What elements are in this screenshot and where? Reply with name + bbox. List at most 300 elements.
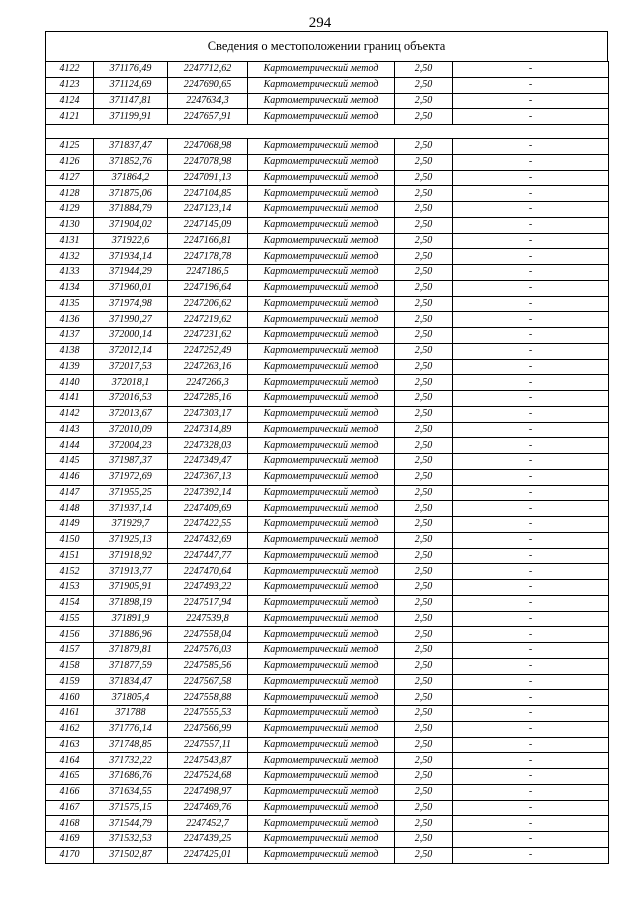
accuracy-cell: 2,50	[395, 784, 453, 800]
point-number-cell: 4152	[46, 564, 94, 580]
method-cell: Картометрический метод	[248, 406, 395, 422]
description-cell: -	[453, 422, 609, 438]
table-row	[46, 186, 609, 202]
x-coordinate-cell: 371776,14	[94, 721, 168, 737]
y-coordinate-cell: 2247285,16	[168, 391, 248, 407]
y-coordinate-cell: 2247422,55	[168, 517, 248, 533]
x-coordinate-cell: 371904,02	[94, 217, 168, 233]
description-cell: -	[453, 485, 609, 501]
y-coordinate-cell: 2247517,94	[168, 595, 248, 611]
x-coordinate-cell: 371176,49	[94, 62, 168, 78]
table-row	[46, 706, 609, 722]
method-cell: Картометрический метод	[248, 832, 395, 848]
point-number-cell: 4170	[46, 847, 94, 863]
method-cell: Картометрический метод	[248, 548, 395, 564]
point-number-cell: 4164	[46, 753, 94, 769]
point-number-cell: 4160	[46, 690, 94, 706]
table-row	[46, 422, 609, 438]
x-coordinate-cell: 371891,9	[94, 611, 168, 627]
point-number-cell: 4167	[46, 800, 94, 816]
table-row	[46, 469, 609, 485]
description-cell: -	[453, 296, 609, 312]
point-number-cell: 4151	[46, 548, 94, 564]
description-cell: -	[453, 643, 609, 659]
method-cell: Картометрический метод	[248, 154, 395, 170]
accuracy-cell: 2,50	[395, 832, 453, 848]
accuracy-cell: 2,50	[395, 847, 453, 863]
method-cell: Картометрический метод	[248, 139, 395, 155]
accuracy-cell: 2,50	[395, 485, 453, 501]
table-row	[46, 343, 609, 359]
table-row	[46, 721, 609, 737]
x-coordinate-cell: 371934,14	[94, 249, 168, 265]
method-cell: Картометрический метод	[248, 690, 395, 706]
accuracy-cell: 2,50	[395, 93, 453, 109]
accuracy-cell: 2,50	[395, 548, 453, 564]
table-title: Сведения о местоположении границ объекта	[45, 31, 608, 62]
point-number-cell: 4156	[46, 627, 94, 643]
x-coordinate-cell: 371502,87	[94, 847, 168, 863]
accuracy-cell: 2,50	[395, 627, 453, 643]
accuracy-cell: 2,50	[395, 186, 453, 202]
method-cell: Картометрический метод	[248, 611, 395, 627]
table-row	[46, 154, 609, 170]
method-cell: Картометрический метод	[248, 391, 395, 407]
accuracy-cell: 2,50	[395, 406, 453, 422]
table-row	[46, 233, 609, 249]
table-row	[46, 627, 609, 643]
x-coordinate-cell: 371929,7	[94, 517, 168, 533]
description-cell: -	[453, 186, 609, 202]
y-coordinate-cell: 2247585,56	[168, 658, 248, 674]
method-cell: Картометрический метод	[248, 800, 395, 816]
table-row	[46, 816, 609, 832]
y-coordinate-cell: 2247425,01	[168, 847, 248, 863]
y-coordinate-cell: 2247657,91	[168, 109, 248, 125]
method-cell: Картометрический метод	[248, 532, 395, 548]
description-cell: -	[453, 438, 609, 454]
table-row	[46, 391, 609, 407]
accuracy-cell: 2,50	[395, 674, 453, 690]
point-number-cell: 4131	[46, 233, 94, 249]
accuracy-cell: 2,50	[395, 580, 453, 596]
table-row	[46, 93, 609, 109]
x-coordinate-cell: 371925,13	[94, 532, 168, 548]
method-cell: Картометрический метод	[248, 170, 395, 186]
x-coordinate-cell: 371898,19	[94, 595, 168, 611]
point-number-cell: 4169	[46, 832, 94, 848]
y-coordinate-cell: 2247566,99	[168, 721, 248, 737]
y-coordinate-cell: 2247558,88	[168, 690, 248, 706]
y-coordinate-cell: 2247555,53	[168, 706, 248, 722]
x-coordinate-cell: 372017,53	[94, 359, 168, 375]
method-cell: Картометрический метод	[248, 485, 395, 501]
x-coordinate-cell: 371147,81	[94, 93, 168, 109]
method-cell: Картометрический метод	[248, 721, 395, 737]
table-row	[46, 643, 609, 659]
description-cell: -	[453, 816, 609, 832]
accuracy-cell: 2,50	[395, 391, 453, 407]
y-coordinate-cell: 2247349,47	[168, 454, 248, 470]
accuracy-cell: 2,50	[395, 501, 453, 517]
x-coordinate-cell: 371937,14	[94, 501, 168, 517]
table-row	[46, 375, 609, 391]
accuracy-cell: 2,50	[395, 737, 453, 753]
table-row	[46, 800, 609, 816]
table-row	[46, 454, 609, 470]
table-row	[46, 62, 609, 78]
accuracy-cell: 2,50	[395, 721, 453, 737]
y-coordinate-cell: 2247219,62	[168, 312, 248, 328]
x-coordinate-cell: 371884,79	[94, 202, 168, 218]
point-number-cell: 4129	[46, 202, 94, 218]
method-cell: Картометрический метод	[248, 769, 395, 785]
table-row	[46, 658, 609, 674]
description-cell: -	[453, 611, 609, 627]
description-cell: -	[453, 721, 609, 737]
accuracy-cell: 2,50	[395, 202, 453, 218]
description-cell: -	[453, 233, 609, 249]
x-coordinate-cell: 371748,85	[94, 737, 168, 753]
y-coordinate-cell: 2247712,62	[168, 62, 248, 78]
accuracy-cell: 2,50	[395, 595, 453, 611]
y-coordinate-cell: 2247314,89	[168, 422, 248, 438]
method-cell: Картометрический метод	[248, 595, 395, 611]
point-number-cell: 4166	[46, 784, 94, 800]
accuracy-cell: 2,50	[395, 690, 453, 706]
description-cell: -	[453, 406, 609, 422]
table-row	[46, 847, 609, 863]
x-coordinate-cell: 371955,25	[94, 485, 168, 501]
accuracy-cell: 2,50	[395, 109, 453, 125]
description-cell: -	[453, 154, 609, 170]
point-number-cell: 4126	[46, 154, 94, 170]
y-coordinate-cell: 2247178,78	[168, 249, 248, 265]
point-number-cell: 4135	[46, 296, 94, 312]
table-row	[46, 296, 609, 312]
x-coordinate-cell: 371864,2	[94, 170, 168, 186]
method-cell: Картометрический метод	[248, 343, 395, 359]
y-coordinate-cell: 2247196,64	[168, 280, 248, 296]
point-number-cell: 4134	[46, 280, 94, 296]
y-coordinate-cell: 2247557,11	[168, 737, 248, 753]
y-coordinate-cell: 2247409,69	[168, 501, 248, 517]
table-row	[46, 280, 609, 296]
x-coordinate-cell: 371913,77	[94, 564, 168, 580]
point-number-cell: 4162	[46, 721, 94, 737]
method-cell: Картометрический метод	[248, 93, 395, 109]
table-row	[46, 674, 609, 690]
y-coordinate-cell: 2247567,58	[168, 674, 248, 690]
y-coordinate-cell: 2247690,65	[168, 77, 248, 93]
boundary-sheet	[45, 31, 608, 864]
method-cell: Картометрический метод	[248, 753, 395, 769]
point-number-cell: 4136	[46, 312, 94, 328]
method-cell: Картометрический метод	[248, 62, 395, 78]
y-coordinate-cell: 2247166,81	[168, 233, 248, 249]
y-coordinate-cell: 2247104,85	[168, 186, 248, 202]
accuracy-cell: 2,50	[395, 77, 453, 93]
accuracy-cell: 2,50	[395, 753, 453, 769]
point-number-cell: 4161	[46, 706, 94, 722]
method-cell: Картометрический метод	[248, 580, 395, 596]
description-cell: -	[453, 312, 609, 328]
table-row	[46, 217, 609, 233]
x-coordinate-cell: 371532,53	[94, 832, 168, 848]
y-coordinate-cell: 2247634,3	[168, 93, 248, 109]
point-number-cell: 4148	[46, 501, 94, 517]
description-cell: -	[453, 93, 609, 109]
point-number-cell: 4138	[46, 343, 94, 359]
description-cell: -	[453, 469, 609, 485]
table-row	[46, 202, 609, 218]
table-row	[46, 517, 609, 533]
y-coordinate-cell: 2247123,14	[168, 202, 248, 218]
method-cell: Картометрический метод	[248, 202, 395, 218]
y-coordinate-cell: 2247266,3	[168, 375, 248, 391]
x-coordinate-cell: 372018,1	[94, 375, 168, 391]
point-number-cell: 4146	[46, 469, 94, 485]
point-number-cell: 4150	[46, 532, 94, 548]
method-cell: Картометрический метод	[248, 847, 395, 863]
description-cell: -	[453, 328, 609, 344]
method-cell: Картометрический метод	[248, 627, 395, 643]
description-cell: -	[453, 753, 609, 769]
y-coordinate-cell: 2247576,03	[168, 643, 248, 659]
table-row	[46, 170, 609, 186]
point-number-cell: 4139	[46, 359, 94, 375]
point-number-cell: 4127	[46, 170, 94, 186]
accuracy-cell: 2,50	[395, 706, 453, 722]
method-cell: Картометрический метод	[248, 674, 395, 690]
x-coordinate-cell: 371788	[94, 706, 168, 722]
accuracy-cell: 2,50	[395, 532, 453, 548]
x-coordinate-cell: 371972,69	[94, 469, 168, 485]
y-coordinate-cell: 2247231,62	[168, 328, 248, 344]
description-cell: -	[453, 77, 609, 93]
accuracy-cell: 2,50	[395, 139, 453, 155]
y-coordinate-cell: 2247447,77	[168, 548, 248, 564]
description-cell: -	[453, 737, 609, 753]
x-coordinate-cell: 372012,14	[94, 343, 168, 359]
method-cell: Картометрический метод	[248, 501, 395, 517]
x-coordinate-cell: 371960,01	[94, 280, 168, 296]
accuracy-cell: 2,50	[395, 154, 453, 170]
y-coordinate-cell: 2247186,5	[168, 265, 248, 281]
y-coordinate-cell: 2247252,49	[168, 343, 248, 359]
y-coordinate-cell: 2247263,16	[168, 359, 248, 375]
point-number-cell: 4159	[46, 674, 94, 690]
point-number-cell: 4125	[46, 139, 94, 155]
description-cell: -	[453, 595, 609, 611]
table-row	[46, 406, 609, 422]
accuracy-cell: 2,50	[395, 62, 453, 78]
x-coordinate-cell: 371575,15	[94, 800, 168, 816]
description-cell: -	[453, 139, 609, 155]
description-cell: -	[453, 501, 609, 517]
point-number-cell: 4133	[46, 265, 94, 281]
description-cell: -	[453, 674, 609, 690]
method-cell: Картометрический метод	[248, 784, 395, 800]
x-coordinate-cell: 371886,96	[94, 627, 168, 643]
accuracy-cell: 2,50	[395, 564, 453, 580]
point-number-cell: 4157	[46, 643, 94, 659]
description-cell: -	[453, 391, 609, 407]
x-coordinate-cell: 371124,69	[94, 77, 168, 93]
table-row	[46, 832, 609, 848]
table-row	[46, 485, 609, 501]
table-row	[46, 548, 609, 564]
table-row	[46, 249, 609, 265]
method-cell: Картометрический метод	[248, 643, 395, 659]
accuracy-cell: 2,50	[395, 280, 453, 296]
description-cell: -	[453, 170, 609, 186]
description-cell: -	[453, 548, 609, 564]
table-row	[46, 564, 609, 580]
y-coordinate-cell: 2247539,8	[168, 611, 248, 627]
method-cell: Картометрический метод	[248, 564, 395, 580]
description-cell: -	[453, 375, 609, 391]
accuracy-cell: 2,50	[395, 375, 453, 391]
point-number-cell: 4149	[46, 517, 94, 533]
x-coordinate-cell: 371879,81	[94, 643, 168, 659]
table-row	[46, 690, 609, 706]
point-number-cell: 4163	[46, 737, 94, 753]
y-coordinate-cell: 2247452,7	[168, 816, 248, 832]
accuracy-cell: 2,50	[395, 658, 453, 674]
x-coordinate-cell: 371852,76	[94, 154, 168, 170]
x-coordinate-cell: 371987,37	[94, 454, 168, 470]
x-coordinate-cell: 371922,6	[94, 233, 168, 249]
description-cell: -	[453, 280, 609, 296]
description-cell: -	[453, 532, 609, 548]
y-coordinate-cell: 2247469,76	[168, 800, 248, 816]
method-cell: Картометрический метод	[248, 328, 395, 344]
x-coordinate-cell: 371634,55	[94, 784, 168, 800]
description-cell: -	[453, 217, 609, 233]
y-coordinate-cell: 2247078,98	[168, 154, 248, 170]
x-coordinate-cell: 371918,92	[94, 548, 168, 564]
table-row	[46, 328, 609, 344]
table-row	[46, 595, 609, 611]
method-cell: Картометрический метод	[248, 280, 395, 296]
accuracy-cell: 2,50	[395, 422, 453, 438]
method-cell: Картометрический метод	[248, 737, 395, 753]
accuracy-cell: 2,50	[395, 265, 453, 281]
y-coordinate-cell: 2247524,68	[168, 769, 248, 785]
point-number-cell: 4122	[46, 62, 94, 78]
description-cell: -	[453, 847, 609, 863]
y-coordinate-cell: 2247367,13	[168, 469, 248, 485]
point-number-cell: 4165	[46, 769, 94, 785]
description-cell: -	[453, 517, 609, 533]
table-row	[46, 737, 609, 753]
point-number-cell: 4168	[46, 816, 94, 832]
point-number-cell: 4155	[46, 611, 94, 627]
method-cell: Картометрический метод	[248, 296, 395, 312]
point-number-cell: 4140	[46, 375, 94, 391]
table-row	[46, 359, 609, 375]
point-number-cell: 4128	[46, 186, 94, 202]
point-number-cell: 4158	[46, 658, 94, 674]
accuracy-cell: 2,50	[395, 312, 453, 328]
point-number-cell: 4137	[46, 328, 94, 344]
table-row	[46, 784, 609, 800]
point-number-cell: 4147	[46, 485, 94, 501]
x-coordinate-cell: 371199,91	[94, 109, 168, 125]
y-coordinate-cell: 2247493,22	[168, 580, 248, 596]
x-coordinate-cell: 371990,27	[94, 312, 168, 328]
method-cell: Картометрический метод	[248, 312, 395, 328]
point-number-cell: 4143	[46, 422, 94, 438]
method-cell: Картометрический метод	[248, 422, 395, 438]
method-cell: Картометрический метод	[248, 186, 395, 202]
description-cell: -	[453, 690, 609, 706]
description-cell: -	[453, 658, 609, 674]
point-number-cell: 4121	[46, 109, 94, 125]
accuracy-cell: 2,50	[395, 296, 453, 312]
description-cell: -	[453, 359, 609, 375]
description-cell: -	[453, 202, 609, 218]
x-coordinate-cell: 372016,53	[94, 391, 168, 407]
y-coordinate-cell: 2247558,04	[168, 627, 248, 643]
method-cell: Картометрический метод	[248, 469, 395, 485]
point-number-cell: 4142	[46, 406, 94, 422]
point-number-cell: 4144	[46, 438, 94, 454]
description-cell: -	[453, 109, 609, 125]
method-cell: Картометрический метод	[248, 517, 395, 533]
x-coordinate-cell: 371905,91	[94, 580, 168, 596]
table-row	[46, 769, 609, 785]
description-cell: -	[453, 564, 609, 580]
method-cell: Картометрический метод	[248, 233, 395, 249]
accuracy-cell: 2,50	[395, 249, 453, 265]
x-coordinate-cell: 371974,98	[94, 296, 168, 312]
y-coordinate-cell: 2247432,69	[168, 532, 248, 548]
accuracy-cell: 2,50	[395, 469, 453, 485]
point-number-cell: 4132	[46, 249, 94, 265]
x-coordinate-cell: 371686,76	[94, 769, 168, 785]
table-row	[46, 109, 609, 125]
description-cell: -	[453, 580, 609, 596]
table-row	[46, 139, 609, 155]
y-coordinate-cell: 2247206,62	[168, 296, 248, 312]
accuracy-cell: 2,50	[395, 611, 453, 627]
y-coordinate-cell: 2247470,64	[168, 564, 248, 580]
accuracy-cell: 2,50	[395, 454, 453, 470]
table-row	[46, 265, 609, 281]
coordinates-table-body	[46, 62, 609, 864]
x-coordinate-cell: 371544,79	[94, 816, 168, 832]
table-row	[46, 77, 609, 93]
method-cell: Картометрический метод	[248, 658, 395, 674]
x-coordinate-cell: 371805,4	[94, 690, 168, 706]
description-cell: -	[453, 249, 609, 265]
x-coordinate-cell: 372004,23	[94, 438, 168, 454]
accuracy-cell: 2,50	[395, 170, 453, 186]
table-row	[46, 438, 609, 454]
x-coordinate-cell: 371875,06	[94, 186, 168, 202]
description-cell: -	[453, 769, 609, 785]
accuracy-cell: 2,50	[395, 643, 453, 659]
x-coordinate-cell: 371944,29	[94, 265, 168, 281]
x-coordinate-cell: 371877,59	[94, 658, 168, 674]
table-row	[46, 753, 609, 769]
page-number: 294	[308, 15, 332, 31]
description-cell: -	[453, 706, 609, 722]
description-cell: -	[453, 832, 609, 848]
method-cell: Картометрический метод	[248, 359, 395, 375]
